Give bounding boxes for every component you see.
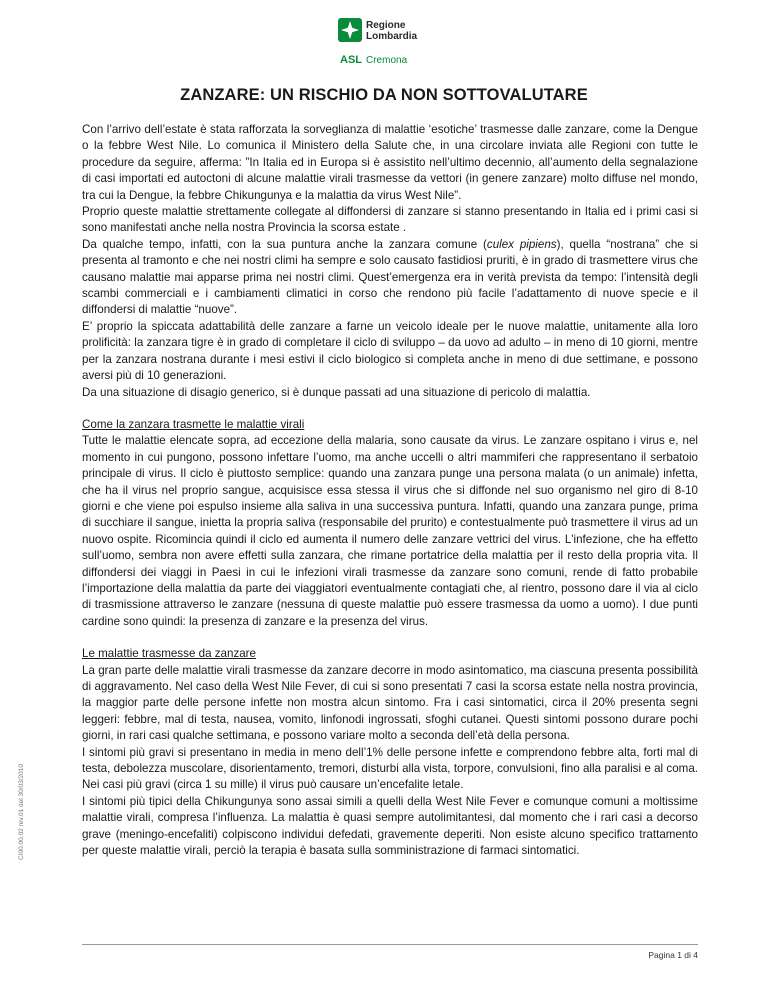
section-diseases-paragraph-2: I sintomi più gravi si presentano in media in meno dell’1% delle persone infette e comprendono febbre alta, forti mal di testa, debolezza muscolare, disorientamento, tremori, disturbi alla vista, torpore, convulsioni, fino alla paralisi e al coma. Nei casi più gravi (circa 1 su mille) il virus può causare un’encefalite letale. <box>82 745 698 792</box>
section-heading-transmission: Come la zanzara trasmette le malattie virali <box>82 417 305 431</box>
intro-paragraph-3-start: Da qualche tempo, infatti, con la sua puntura anche la zanzara comune ( <box>82 237 487 251</box>
page-number: Pagina 1 di 4 <box>648 950 698 960</box>
footer-divider <box>82 944 698 945</box>
section-transmission-body: Tutte le malattie elencate sopra, ad eccezione della malaria, sono causate da virus. Le zanzare ospitano i virus e, nel momento in cui pungono, possono infettare l’uomo, ma anche uccelli o altri mammiferi che rappresentano il serbatoio principale di virus. Il ciclo è piuttosto semplice: quando una zanzara punge una persona malata (o un animale) infetta, che ha il virus nel proprio sangue, acquisisce essa stessa il virus che si diffonde nel suo organismo nel giro di 8-10 giorni e che viene poi espulso insieme alla saliva in una successiva puntura. Infatti, quando una zanzara punge, prima di succhiare il sangue, inietta la propria saliva (responsabile del prurito) e contestualmente può trasmettere il virus ad un nuovo ospite. Ricomincia quindi il ciclo ed aumenta il numero delle zanzare vettrici del virus. L'infezione, che ha effetto sull’uomo, sembra non avere effetti sulla zanzara, che rimane portatrice della malattia per il resto della propria vita. Il diffondersi dei viaggi in Paesi in cui le infezioni virali trasmesse da zanzare sono comuni, rende di fatto probabile l’importazione della malattia da parte dei viaggiatori eventualmente contagiati che, al rientro, possono dare il via al ciclo di trasmissione attraverso le zanzare (nessuna di queste malattie può essere trasmessa da uomo a uomo). I due punti cardine sono quindi: la presenza di zanzare e la presenza del virus. <box>82 434 698 628</box>
intro-paragraph-5: Da una situazione di disagio generico, si è dunque passati ad una situazione di pericolo di malattia. <box>82 385 591 399</box>
intro-paragraph-2: Proprio queste malattie strettamente collegate al diffondersi di zanzare si stanno presentando in Italia ed i primi casi si sono manifestati anche nella nostra Provincia la scorsa estate . <box>82 205 698 235</box>
section-heading-diseases: Le malattie trasmesse da zanzare <box>82 647 256 661</box>
document-revision-code: CI00.00.02 rev.01 del 30/03/2010 <box>18 763 25 860</box>
regione-lombardia-logo-icon <box>338 18 362 42</box>
logo-region-line2: Lombardia <box>366 31 418 42</box>
section-diseases <box>82 646 698 859</box>
intro-paragraph-1: Con l’arrivo dell’estate è stata rafforzata la sorveglianza di malattie ‘esotiche’ trasmesse dalle zanzare, come la Dengue o la febbre West Nile. Lo comunica il Ministero della Salute che, in una circolare inviata alle Regioni con tutte le procedure da seguire, afferma: ”In Italia ed in Europa si è assistito nell’ultimo decennio, all’aumento della segnalazione di casi importati ed autoctoni di alcune malattie virali trasmesse da vettori (in genere zanzare) molto diffuse nel mondo, tra cui la Dengue, la febbre Chikungunya e la malattia da virus West Nile”. <box>82 123 698 202</box>
intro-paragraph-3-italic: culex pipiens <box>486 237 557 251</box>
section-diseases-paragraph-1: La gran parte delle malattie virali trasmesse da zanzare decorre in modo asintomatico, ma ciascuna presenta possibilità di aggravamento. Nel caso della West Nile Fever, di cui si sono presentati 7 casi la scorsa estate nella nostra provincia, la maggior parte delle persone infette non mostra alcun sintomo. Fra i casi sintomatici, circa il 20% presenta segni leggeri: febbre, mal di testa, nausea, vomito, linfonodi ingrossati, sfoghi cutanei. Questi sintomi possono durare pochi giorni, in rari casi qualche settimana, e possono variare molto a seconda dell’età della persona. <box>82 663 698 743</box>
document-body <box>82 122 698 859</box>
section-diseases-paragraph-3: I sintomi più tipici della Chikungunya sono assai simili a quelli della West Nile Fever e comunque comuni a moltissime malattie virali, compresa l’influenza. La malattia è quasi sempre autolimitantesi, dal momento che i rari casi a decorso grave (meningo-encefaliti) colpiscono individui defedati, gravemente deperiti. Non esiste alcuno specifico trattamento per queste malattie virali, perciò la terapia è basata sulla somministrazione di farmaci sintomatici. <box>82 794 698 858</box>
logo-region-line1: Regione <box>366 20 406 31</box>
intro-paragraph-3-end: ), quella “nostrana” che si presenta al tramonto e che nei nostri climi ha sempre e solo causato fastidiosi pruriti, è in grado di trasmettere virus che causano malattie mai apparse prima nei nostri climi. Quest’emergenza era in verità prevista da tempo: l’intensità degli scambi commerciali e i cambiamenti climatici in corso che rendono più facile l’adattamento di nuove specie e il diffondersi di malattie “nuove”. <box>82 237 698 317</box>
logo-asl: ASL <box>340 54 362 66</box>
logo <box>338 16 448 76</box>
intro-paragraph-4: E’ proprio la spiccata adattabilità delle zanzare a farne un veicolo ideale per le nuove malattie, unitamente alla loro prolificità: la zanzara tigre è in grado di completare il ciclo di sviluppo – da uovo ad adulto – in meno di 10 giorni, mentre per la zanzara nostrana durante i mesi estivi il ciclo biologico si completa anche in meno di due settimane, e possono aversi più di 10 generazioni. <box>82 319 698 383</box>
logo-city: Cremona <box>366 55 408 66</box>
section-transmission <box>82 417 698 630</box>
document-title: ZANZARE: UN RISCHIO DA NON SOTTOVALUTARE <box>180 86 588 104</box>
intro-paragraph-3 <box>82 237 698 319</box>
